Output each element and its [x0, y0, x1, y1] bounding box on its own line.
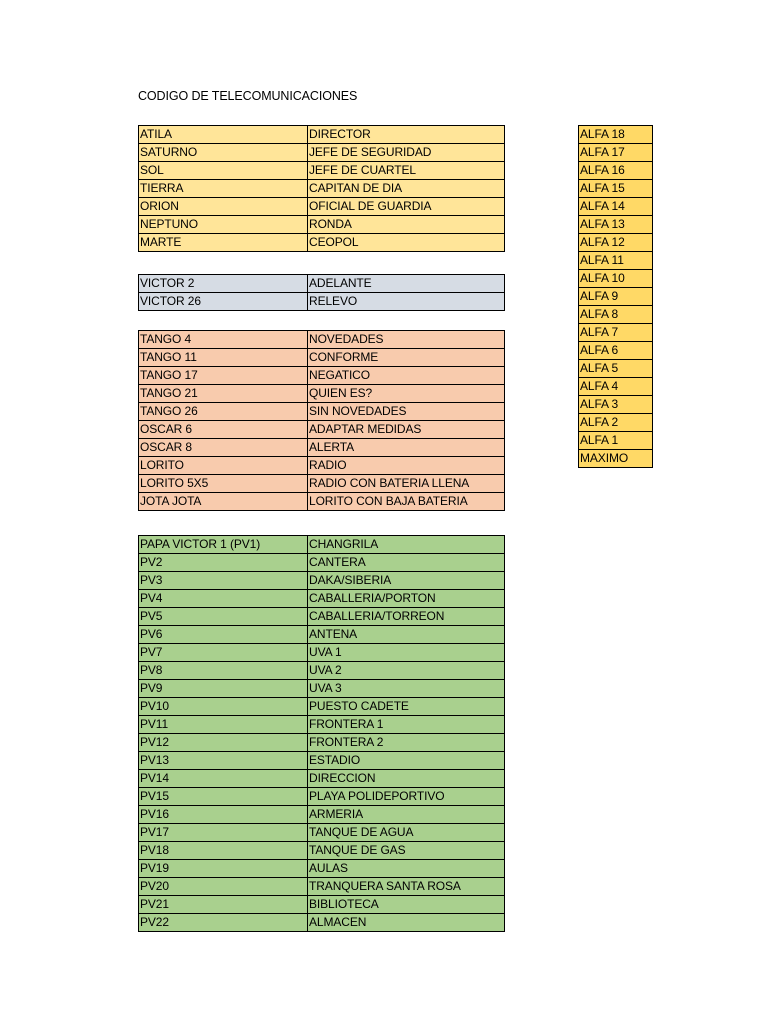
table-row — [139, 180, 505, 198]
table-row — [139, 572, 505, 590]
code-cell[interactable]: PV10 — [139, 698, 308, 716]
alfa-cell[interactable]: MAXIMO — [579, 450, 653, 468]
alfa-cell[interactable]: ALFA 2 — [579, 414, 653, 432]
table-row — [139, 385, 505, 403]
code-cell[interactable]: TANGO 21 — [139, 385, 308, 403]
code-cell[interactable]: ORION — [139, 198, 308, 216]
meaning-cell[interactable]: ADELANTE — [308, 275, 505, 293]
meaning-cell[interactable]: CAPITAN DE DIA — [308, 180, 505, 198]
alfa-cell[interactable]: ALFA 5 — [579, 360, 653, 378]
table-row — [139, 698, 505, 716]
code-cell[interactable]: PV14 — [139, 770, 308, 788]
alfa-cell[interactable]: ALFA 3 — [579, 396, 653, 414]
alfa-cell[interactable]: ALFA 18 — [579, 126, 653, 144]
code-cell[interactable]: SATURNO — [139, 144, 308, 162]
table-row — [579, 144, 653, 162]
meaning-cell[interactable]: CABALLERIA/TORREON — [308, 608, 505, 626]
code-cell[interactable]: ATILA — [139, 126, 308, 144]
table-row — [139, 806, 505, 824]
victor-codes-table — [138, 274, 505, 311]
table-row — [139, 662, 505, 680]
code-cell[interactable]: MARTE — [139, 234, 308, 252]
alfa-cell[interactable]: ALFA 17 — [579, 144, 653, 162]
code-cell[interactable]: PV4 — [139, 590, 308, 608]
code-cell[interactable]: SOL — [139, 162, 308, 180]
code-cell[interactable]: VICTOR 26 — [139, 293, 308, 311]
meaning-cell[interactable]: JEFE DE CUARTEL — [308, 162, 505, 180]
code-cell[interactable]: OSCAR 6 — [139, 421, 308, 439]
alfa-cell[interactable]: ALFA 7 — [579, 324, 653, 342]
table-row — [579, 378, 653, 396]
code-cell[interactable]: PAPA VICTOR 1 (PV1) — [139, 536, 308, 554]
table-row — [139, 842, 505, 860]
code-cell[interactable]: PV18 — [139, 842, 308, 860]
code-cell[interactable]: PV12 — [139, 734, 308, 752]
meaning-cell[interactable]: RADIO CON BATERIA LLENA — [308, 475, 505, 493]
code-cell[interactable]: PV17 — [139, 824, 308, 842]
table-row — [139, 626, 505, 644]
table-row — [139, 734, 505, 752]
table-row — [579, 450, 653, 468]
code-cell[interactable]: PV20 — [139, 878, 308, 896]
alfa-cell[interactable]: ALFA 11 — [579, 252, 653, 270]
alfa-cell[interactable]: ALFA 8 — [579, 306, 653, 324]
alfa-cell[interactable]: ALFA 9 — [579, 288, 653, 306]
table-row — [139, 770, 505, 788]
meaning-cell[interactable]: CANTERA — [308, 554, 505, 572]
alfa-cell[interactable]: ALFA 12 — [579, 234, 653, 252]
meaning-cell[interactable]: TANQUE DE AGUA — [308, 824, 505, 842]
table-row — [139, 367, 505, 385]
meaning-cell[interactable]: CABALLERIA/PORTON — [308, 590, 505, 608]
meaning-cell[interactable]: BIBLIOTECA — [308, 896, 505, 914]
code-cell[interactable]: OSCAR 8 — [139, 439, 308, 457]
table-row — [139, 896, 505, 914]
meaning-cell[interactable]: DAKA/SIBERIA — [308, 572, 505, 590]
alfa-cell[interactable]: ALFA 1 — [579, 432, 653, 450]
table-row — [139, 475, 505, 493]
table-row — [139, 878, 505, 896]
table-row — [139, 293, 505, 311]
table-row — [139, 680, 505, 698]
table-row — [139, 403, 505, 421]
code-cell[interactable]: JOTA JOTA — [139, 493, 308, 511]
meaning-cell[interactable]: AULAS — [308, 860, 505, 878]
table-row — [579, 360, 653, 378]
table-row — [139, 439, 505, 457]
alfa-cell[interactable]: ALFA 4 — [579, 378, 653, 396]
alfa-cell[interactable]: ALFA 10 — [579, 270, 653, 288]
table-row — [139, 493, 505, 511]
code-cell[interactable]: PV6 — [139, 626, 308, 644]
code-cell[interactable]: TIERRA — [139, 180, 308, 198]
code-cell[interactable]: TANGO 11 — [139, 349, 308, 367]
table-row — [139, 349, 505, 367]
meaning-cell[interactable]: LORITO CON BAJA BATERIA — [308, 493, 505, 511]
table-row — [139, 457, 505, 475]
meaning-cell[interactable]: UVA 2 — [308, 662, 505, 680]
meaning-cell[interactable]: ANTENA — [308, 626, 505, 644]
meaning-cell[interactable]: NOVEDADES — [308, 331, 505, 349]
code-cell[interactable]: PV2 — [139, 554, 308, 572]
meaning-cell[interactable]: PLAYA POLIDEPORTIVO — [308, 788, 505, 806]
table-row — [579, 216, 653, 234]
table-row — [139, 536, 505, 554]
table-row — [579, 270, 653, 288]
table-row — [139, 331, 505, 349]
alfa-cell[interactable]: ALFA 6 — [579, 342, 653, 360]
table-row — [139, 554, 505, 572]
table-row — [579, 252, 653, 270]
code-cell[interactable]: PV21 — [139, 896, 308, 914]
meaning-cell[interactable]: TANQUE DE GAS — [308, 842, 505, 860]
table-row — [579, 396, 653, 414]
code-cell[interactable]: PV13 — [139, 752, 308, 770]
table-row — [139, 590, 505, 608]
meaning-cell[interactable]: RADIO — [308, 457, 505, 475]
command-codes-table — [138, 125, 505, 252]
table-row — [139, 608, 505, 626]
post-codes-table — [138, 535, 505, 932]
table-row — [579, 180, 653, 198]
meaning-cell[interactable]: TRANQUERA SANTA ROSA — [308, 878, 505, 896]
code-cell[interactable]: TANGO 4 — [139, 331, 308, 349]
code-cell[interactable]: PV9 — [139, 680, 308, 698]
table-row — [139, 788, 505, 806]
meaning-cell[interactable]: JEFE DE SEGURIDAD — [308, 144, 505, 162]
tango-codes-table — [138, 330, 505, 511]
alfa-cell[interactable]: ALFA 16 — [579, 162, 653, 180]
meaning-cell[interactable]: ARMERIA — [308, 806, 505, 824]
code-cell[interactable]: TANGO 26 — [139, 403, 308, 421]
code-cell[interactable]: PV5 — [139, 608, 308, 626]
table-row — [579, 342, 653, 360]
meaning-cell[interactable]: ESTADIO — [308, 752, 505, 770]
table-row — [579, 162, 653, 180]
meaning-cell[interactable]: UVA 1 — [308, 644, 505, 662]
meaning-cell[interactable]: FRONTERA 1 — [308, 716, 505, 734]
meaning-cell[interactable]: CHANGRILA — [308, 536, 505, 554]
meaning-cell[interactable]: FRONTERA 2 — [308, 734, 505, 752]
meaning-cell[interactable]: NEGATICO — [308, 367, 505, 385]
table-row — [139, 421, 505, 439]
meaning-cell[interactable]: RONDA — [308, 216, 505, 234]
code-cell[interactable]: PV7 — [139, 644, 308, 662]
table-row — [579, 198, 653, 216]
table-row — [579, 432, 653, 450]
page-title: CODIGO DE TELECOMUNICACIONES — [138, 89, 358, 103]
table-row — [579, 288, 653, 306]
table-row — [139, 752, 505, 770]
meaning-cell[interactable]: UVA 3 — [308, 680, 505, 698]
meaning-cell[interactable]: CONFORME — [308, 349, 505, 367]
alfa-cell[interactable]: ALFA 13 — [579, 216, 653, 234]
meaning-cell[interactable]: SIN NOVEDADES — [308, 403, 505, 421]
code-cell[interactable]: LORITO 5X5 — [139, 475, 308, 493]
meaning-cell[interactable]: PUESTO CADETE — [308, 698, 505, 716]
meaning-cell[interactable]: QUIEN ES? — [308, 385, 505, 403]
table-row — [139, 198, 505, 216]
code-cell[interactable]: PV3 — [139, 572, 308, 590]
code-cell[interactable]: TANGO 17 — [139, 367, 308, 385]
table-row — [139, 216, 505, 234]
table-row — [139, 914, 505, 932]
table-row — [139, 860, 505, 878]
meaning-cell[interactable]: DIRECCION — [308, 770, 505, 788]
code-cell[interactable]: LORITO — [139, 457, 308, 475]
alfa-cell[interactable]: ALFA 15 — [579, 180, 653, 198]
code-cell[interactable]: PV8 — [139, 662, 308, 680]
meaning-cell[interactable]: DIRECTOR — [308, 126, 505, 144]
table-row — [139, 824, 505, 842]
table-row — [579, 324, 653, 342]
meaning-cell[interactable]: ALMACEN — [308, 914, 505, 932]
table-row — [139, 126, 505, 144]
meaning-cell[interactable]: ADAPTAR MEDIDAS — [308, 421, 505, 439]
table-row — [139, 644, 505, 662]
table-row — [139, 162, 505, 180]
meaning-cell[interactable]: RELEVO — [308, 293, 505, 311]
meaning-cell[interactable]: OFICIAL DE GUARDIA — [308, 198, 505, 216]
alfa-cell[interactable]: ALFA 14 — [579, 198, 653, 216]
table-row — [579, 234, 653, 252]
table-row — [579, 126, 653, 144]
table-row — [579, 414, 653, 432]
table-row — [139, 144, 505, 162]
table-row — [139, 275, 505, 293]
table-row — [139, 716, 505, 734]
code-cell[interactable]: NEPTUNO — [139, 216, 308, 234]
code-cell[interactable]: PV22 — [139, 914, 308, 932]
code-cell[interactable]: PV11 — [139, 716, 308, 734]
code-cell[interactable]: PV16 — [139, 806, 308, 824]
code-cell[interactable]: PV15 — [139, 788, 308, 806]
alfa-scale-table — [578, 125, 653, 468]
table-row — [579, 306, 653, 324]
meaning-cell[interactable]: ALERTA — [308, 439, 505, 457]
table-row — [139, 234, 505, 252]
meaning-cell[interactable]: CEOPOL — [308, 234, 505, 252]
code-cell[interactable]: VICTOR 2 — [139, 275, 308, 293]
code-cell[interactable]: PV19 — [139, 860, 308, 878]
